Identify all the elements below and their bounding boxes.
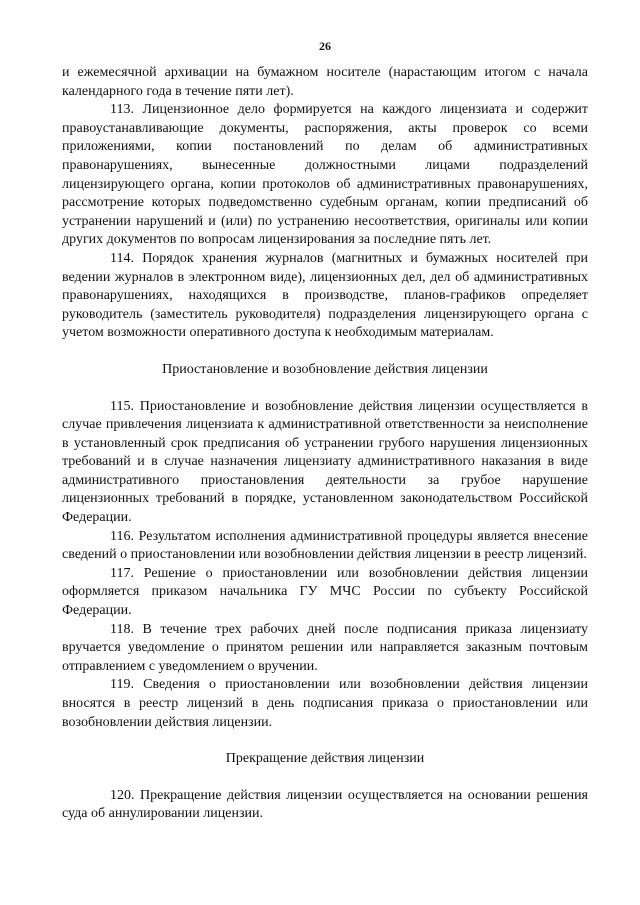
page-number: 26 bbox=[319, 39, 331, 53]
paragraph-117: 117. Решение о приостановлении или возобновлении действия лицензии оформляется приказом начальника ГУ МЧС России по субъекту Российской Федерации. bbox=[62, 565, 588, 619]
paragraph-113: 113. Лицензионное дело формируется на каждого лицензиата и содержит правоустанавливающие документы, распоряжения, акты проверок со всеми приложениями, копии постановлений по делам об административных правонарушениях, вынесенные должностными лицами подразделений лицензирующего органа, копии протоколов об административных правонарушениях, рассмотрение которых подведомственно судебным органам, копии предписаний об устранении нарушений и (или) по устранению несоответствия, оригиналы или копии других документов по вопросам лицензирования за последние пять лет. bbox=[62, 102, 588, 248]
spacer bbox=[62, 343, 588, 361]
section-heading-suspension: Приостановление и возобновление действия лицензии bbox=[162, 361, 488, 377]
spacer bbox=[62, 732, 588, 750]
spacer bbox=[62, 769, 588, 787]
paragraph-114: 114. Порядок хранения журналов (магнитных и бумажных носителей при ведении журналов в электронном виде), лицензионных дел, дел об административных правонарушениях, находящихся в производстве, планов-графиков определяет руководитель (заместитель руководителя) подразделения лицензирующего органа с учетом возможности оперативного доступа к необходимым материалам. bbox=[62, 250, 588, 341]
paragraph-119: 119. Сведения о приостановлении или возобновлении действия лицензии вносятся в реестр лицензий в день подписания приказа о приостановлении или возобновлении действия лицензии. bbox=[62, 677, 588, 730]
paragraph-115: 115. Приостановление и возобновление действия лицензии осуществляется в случае привлечения лицензиата к административной ответственности за неисполнение в установленный срок предписания об устранении грубого нарушения лицензионных требований и в случае назначения лицензиату административного наказания в виде административного приостановления деятельности за грубое нарушение лицензионных требований в порядке, установленном законодательством Российской Федерации. bbox=[62, 398, 588, 526]
spacer bbox=[62, 380, 588, 398]
paragraph-116: 116. Результатом исполнения административной процедуры является внесение сведений о приостановлении или возобновлении действия лицензии в реестр лицензий. bbox=[62, 528, 588, 563]
paragraph-continuation: и ежемесячной архивации на бумажном носителе (нарастающим итогом с начала календарного года в течение пяти лет). bbox=[62, 65, 588, 99]
paragraph-118: 118. В течение трех рабочих дней после подписания приказа лицензиату вручается уведомление о принятом решении или направляется заказным почтовым отправлением с уведомлением о вручении. bbox=[62, 621, 588, 674]
section-heading-termination: Прекращение действия лицензии bbox=[225, 751, 425, 767]
paragraph-120: 120. Прекращение действия лицензии осуществляется на основании решения суда об аннулировании лицензии. bbox=[62, 787, 588, 822]
document-page bbox=[62, 38, 588, 824]
